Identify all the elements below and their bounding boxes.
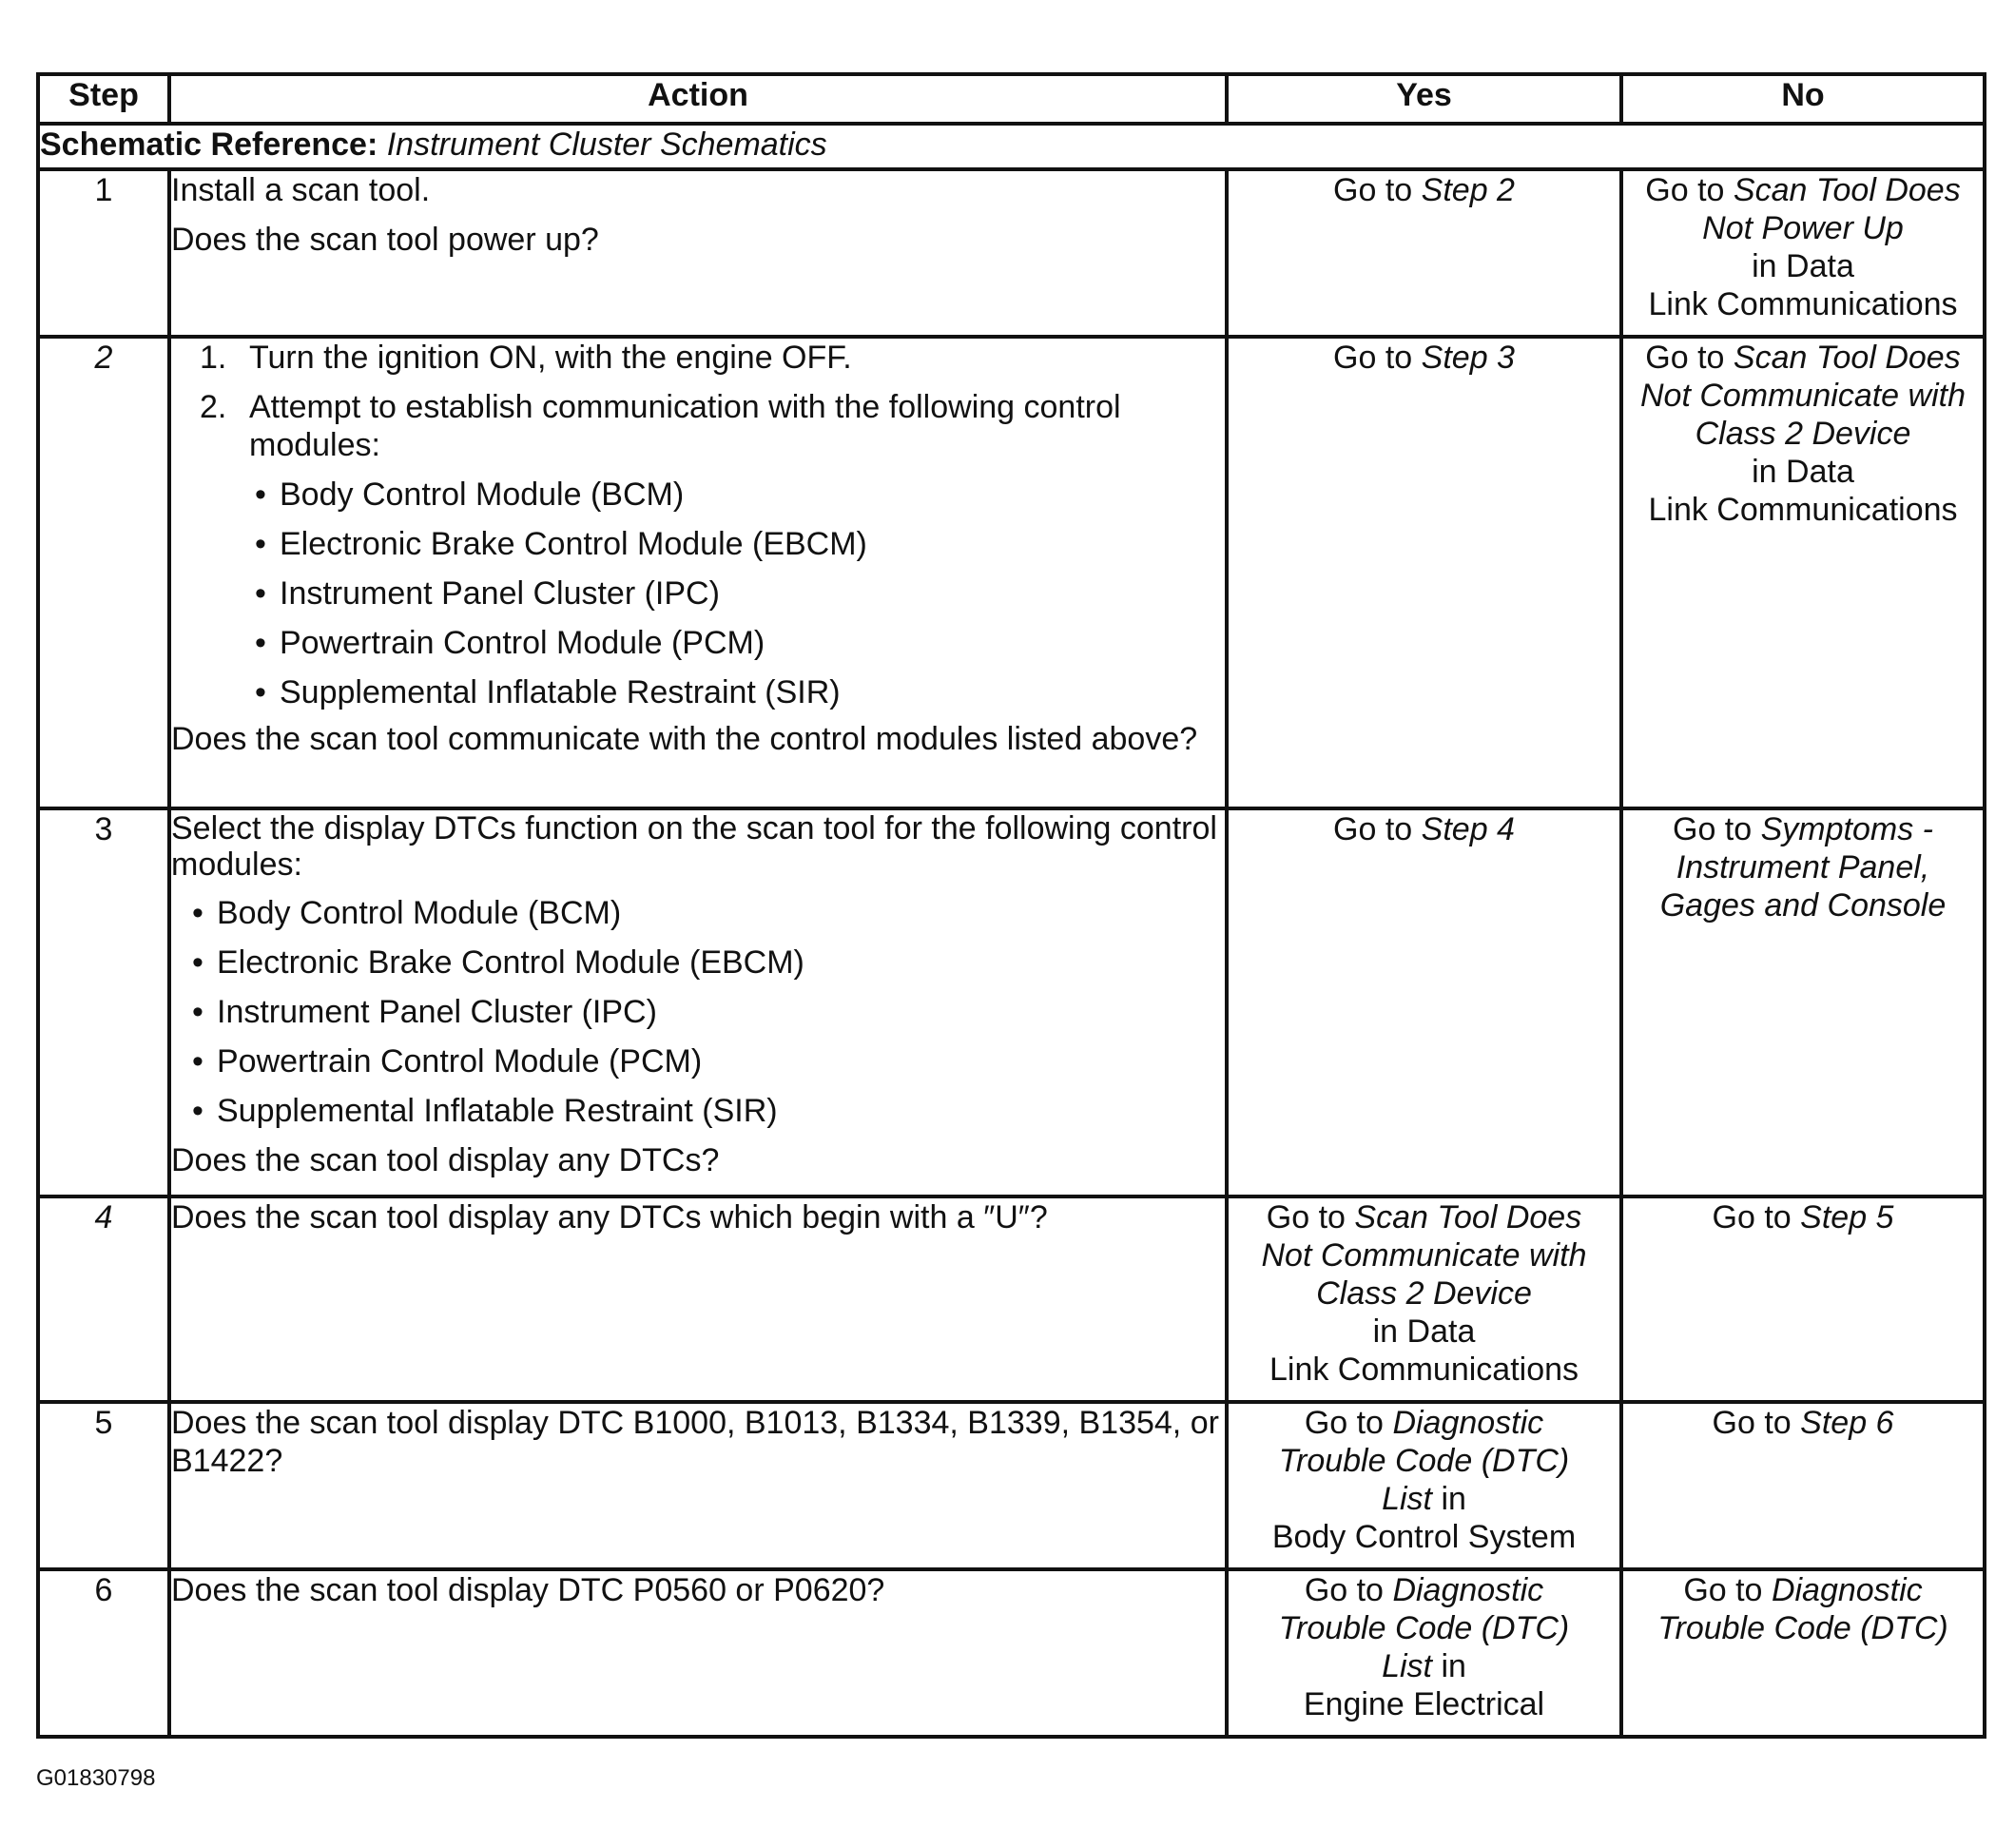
- step-number: 5: [38, 1402, 169, 1569]
- table-row: [38, 1196, 1985, 1402]
- bullet-icon: •: [192, 944, 203, 981]
- yes-cell: [1227, 1402, 1621, 1569]
- yes-cell: [1227, 337, 1621, 808]
- no-cell: [1621, 1196, 1985, 1402]
- list-item: 2. Attempt to establish communication with the following control modules:: [200, 389, 1121, 463]
- bullet-icon: •: [192, 994, 203, 1030]
- no-link-cont[interactable]: Gages and Console: [1659, 887, 1947, 924]
- header-no: No: [1621, 74, 1985, 124]
- schematic-reference-row: [38, 124, 1985, 169]
- bullet-icon: •: [192, 895, 203, 931]
- action-question: Does the scan tool display DTC P0560 or P0620?: [171, 1572, 885, 1608]
- action-cell: [169, 1196, 1227, 1402]
- yes-cell: [1227, 1196, 1621, 1402]
- list-item: • Body Control Module (BCM): [192, 895, 622, 931]
- bullet-icon: •: [255, 477, 266, 513]
- yes-prefix: Go to: [1304, 1572, 1384, 1608]
- list-item: • Powertrain Control Module (PCM): [255, 625, 765, 661]
- bullet-icon: •: [255, 526, 266, 562]
- no-prefix: Go to: [1712, 1199, 1792, 1235]
- no-prefix: Go to: [1645, 340, 1725, 376]
- action-cell: [169, 1569, 1227, 1737]
- no-link[interactable]: Step 6: [1800, 1405, 1894, 1441]
- schematic-reference-label: Schematic Reference:: [40, 126, 378, 163]
- step-number: 3: [38, 808, 169, 1196]
- module-list: [171, 894, 1225, 1130]
- table-row: [38, 1402, 1985, 1569]
- list-item: • Electronic Brake Control Module (EBCM): [255, 526, 867, 562]
- yes-link-cont[interactable]: Trouble Code (DTC): [1278, 1443, 1570, 1479]
- action-question: Does the scan tool display any DTCs which begin with a ″U″?: [171, 1199, 1048, 1235]
- header-step: Step: [38, 74, 169, 124]
- step-number: 6: [38, 1569, 169, 1737]
- list-item: • Instrument Panel Cluster (IPC): [255, 575, 720, 612]
- list-item: • Electronic Brake Control Module (EBCM): [192, 944, 804, 981]
- action-cell: [169, 1402, 1227, 1569]
- yes-in: in: [1441, 1648, 1466, 1684]
- no-link[interactable]: Scan Tool Does: [1733, 340, 1961, 376]
- step-number: 1: [38, 169, 169, 337]
- yes-location-cont: Link Communications: [1269, 1352, 1579, 1388]
- schematic-reference-link[interactable]: Instrument Cluster Schematics: [386, 126, 827, 163]
- bullet-icon: •: [192, 1093, 203, 1129]
- yes-link[interactable]: Step 2: [1421, 172, 1515, 208]
- diagnostic-table-sheet: [36, 72, 1983, 1739]
- no-cell: [1621, 169, 1985, 337]
- list-item: • Supplemental Inflatable Restraint (SIR): [255, 674, 841, 710]
- yes-prefix: Go to: [1333, 172, 1413, 208]
- list-item: 1. Turn the ignition ON, with the engine OFF.: [200, 340, 852, 376]
- figure-id: G01830798: [36, 1765, 156, 1791]
- header-action: Action: [169, 74, 1227, 124]
- step-number: 4: [38, 1196, 169, 1402]
- action-question: Does the scan tool power up?: [171, 222, 599, 258]
- yes-link-cont[interactable]: List: [1382, 1481, 1432, 1517]
- list-item: • Supplemental Inflatable Restraint (SIR): [192, 1093, 778, 1129]
- action-cell: [169, 808, 1227, 1196]
- table-row: [38, 169, 1985, 337]
- header-row: [38, 74, 1985, 124]
- action-text: Select the display DTCs function on the scan tool for the following control modules:: [171, 810, 1217, 883]
- no-cell: [1621, 337, 1985, 808]
- no-prefix: Go to: [1712, 1405, 1792, 1441]
- yes-link[interactable]: Step 3: [1421, 340, 1515, 376]
- yes-in: in: [1441, 1481, 1466, 1517]
- no-location-cont: Link Communications: [1648, 286, 1958, 322]
- no-link-cont[interactable]: Not Communicate with: [1639, 378, 1966, 414]
- yes-link[interactable]: Diagnostic: [1392, 1572, 1544, 1608]
- yes-cell: [1227, 808, 1621, 1196]
- yes-cell: [1227, 1569, 1621, 1737]
- yes-link[interactable]: Scan Tool Does: [1354, 1199, 1582, 1235]
- action-cell: [169, 169, 1227, 337]
- no-location: in Data: [1752, 454, 1854, 490]
- bullet-icon: •: [255, 575, 266, 612]
- yes-prefix: Go to: [1333, 340, 1413, 376]
- yes-prefix: Go to: [1266, 1199, 1346, 1235]
- action-cell: [169, 337, 1227, 808]
- no-prefix: Go to: [1673, 811, 1753, 847]
- header-yes: Yes: [1227, 74, 1621, 124]
- no-link-cont[interactable]: Not Power Up: [1702, 210, 1904, 246]
- no-cell: [1621, 1402, 1985, 1569]
- no-cell: [1621, 1569, 1985, 1737]
- bullet-icon: •: [192, 1043, 203, 1080]
- module-list: [171, 476, 1225, 711]
- yes-link[interactable]: Diagnostic: [1392, 1405, 1544, 1441]
- table-row: [38, 1569, 1985, 1737]
- yes-link-cont[interactable]: Not Communicate with: [1261, 1237, 1587, 1274]
- yes-link-cont[interactable]: Trouble Code (DTC): [1278, 1610, 1570, 1646]
- no-prefix: Go to: [1645, 172, 1725, 208]
- action-question: Does the scan tool communicate with the control modules listed above?: [171, 721, 1198, 757]
- yes-location: in Data: [1372, 1313, 1476, 1350]
- action-question: Does the scan tool display DTC B1000, B1013, B1334, B1339, B1354, or B1422?: [171, 1405, 1219, 1479]
- yes-link-cont[interactable]: List: [1382, 1648, 1432, 1684]
- yes-cell: [1227, 169, 1621, 337]
- no-link[interactable]: Symptoms -: [1760, 811, 1933, 847]
- yes-prefix: Go to: [1304, 1405, 1384, 1441]
- no-link[interactable]: Step 5: [1800, 1199, 1894, 1235]
- no-link-cont[interactable]: Instrument Panel,: [1676, 849, 1930, 885]
- list-item: • Powertrain Control Module (PCM): [192, 1043, 703, 1080]
- action-question: Does the scan tool display any DTCs?: [171, 1142, 720, 1178]
- bullet-icon: •: [255, 625, 266, 661]
- action-text: Install a scan tool.: [171, 172, 431, 208]
- table-row: [38, 808, 1985, 1196]
- yes-link-cont[interactable]: Class 2 Device: [1316, 1275, 1532, 1312]
- no-link[interactable]: Scan Tool Does: [1733, 172, 1961, 208]
- yes-link[interactable]: Step 4: [1421, 811, 1515, 847]
- diagnostic-table: [36, 72, 1986, 1739]
- yes-prefix: Go to: [1333, 811, 1413, 847]
- no-location-cont: Link Communications: [1648, 492, 1958, 528]
- numbered-list: [171, 339, 1225, 464]
- yes-location: Engine Electrical: [1303, 1686, 1545, 1722]
- no-location: in Data: [1752, 248, 1854, 284]
- step-number: 2: [38, 337, 169, 808]
- schematic-reference: [38, 124, 1985, 169]
- list-item: • Body Control Module (BCM): [255, 477, 685, 513]
- bullet-icon: •: [255, 674, 266, 710]
- no-link-cont[interactable]: Class 2 Device: [1695, 416, 1911, 452]
- no-link-cont[interactable]: Trouble Code (DTC): [1657, 1610, 1948, 1646]
- yes-location: Body Control System: [1271, 1519, 1577, 1555]
- table-row: [38, 337, 1985, 808]
- list-item: • Instrument Panel Cluster (IPC): [192, 994, 657, 1030]
- no-cell: [1621, 808, 1985, 1196]
- no-prefix: Go to: [1683, 1572, 1763, 1608]
- no-link[interactable]: Diagnostic: [1771, 1572, 1923, 1608]
